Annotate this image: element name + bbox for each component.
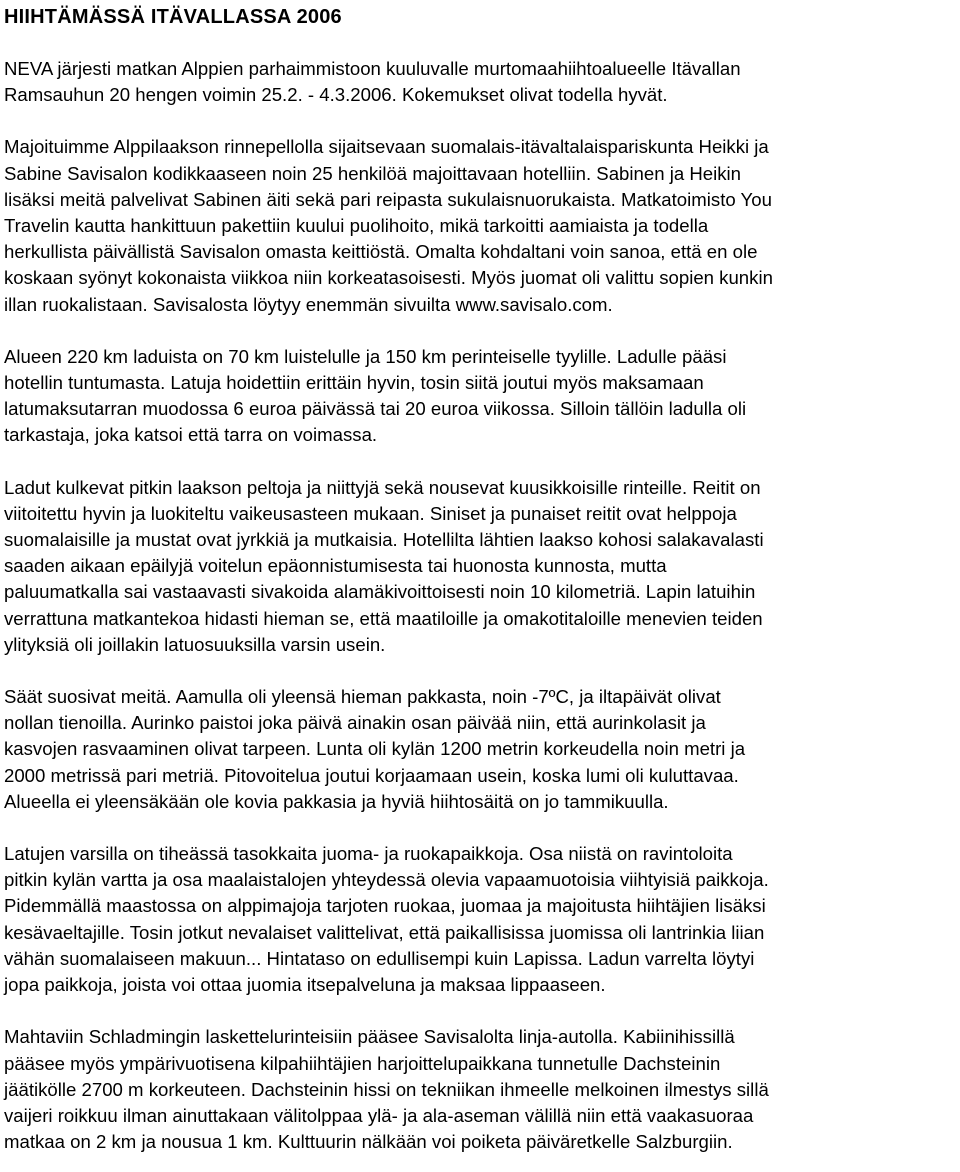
paragraph-excursions: Mahtaviin Schladmingin laskettelurinteisiin pääsee Savisalolta linja-autolla. Kabiinihissillä pääsee myös ympärivuotisena kilpahiihtäjien harjoittelupaikkana tunnetulle Dachsteinin jäätikölle 2700 m korkeuteen. Dachsteinin hissi on tekniikan ihmeelle melkoinen ilmestys sillä vaijeri roikkuu ilman ainuttakaan välitolppaa ylä- ja ala-aseman välillä niin että vaakasuoraa matkaa on 2 km ja nousua 1 km. Kulttuurin nälkään voi poiketa päiväretkelle Salzburgiin.: [4, 1026, 769, 1153]
document-title: HIIHTÄMÄSSÄ ITÄVALLASSA 2006: [4, 6, 342, 28]
document-page: [4, 0, 948, 1155]
paragraph-weather: Säät suosivat meitä. Aamulla oli yleensä hieman pakkasta, noin -7ºC, ja iltapäivät olivat nollan tienoilla. Aurinko paistoi joka päivä ainakin osan päivää niin, että aurinkolasit ja kasvojen rasvaaminen olivat tarpeen. Lunta oli kylän 1200 metrin korkeudella noin metri ja 2000 metrissä pari metriä. Pitovoitelua joutui korjaamaan usein, koska lumi oli kuluttavaa. Alueella ei yleensäkään ole kovia pakkasia ja hyviä hiihtosäitä on jo tammikuulla.: [4, 686, 746, 812]
paragraph-trails: Alueen 220 km laduista on 70 km luistelulle ja 150 km perinteiselle tyylille. Ladulle pääsi hotellin tuntumasta. Latuja hoidettiin erittäin hyvin, tosin siitä joutui myös maksamaan latumaksutarran muodossa 6 euroa päivässä tai 20 euroa viikossa. Silloin tällöin ladulla oli tarkastaja, joka katsoi että tarra on voimassa.: [4, 345, 747, 446]
paragraph-routes: Ladut kulkevat pitkin laakson peltoja ja niittyjä sekä nousevat kuusikkoisille rinteille. Reitit on viitoitettu hyvin ja luokiteltu vaikeusasteen mukaan. Siniset ja punaiset reitit ovat helppoja suomalaisille ja mustat ovat jyrkkiä ja mutkaisia. Hotellilta lähtien laakso kohosi salakavalasti saaden aikaan epäilyjä voitelun epäonnistumisesta tai huonosta kunnosta, mutta paluumatkalla sai vastaavasti sivakoida alamäkivoittoisesti noin 10 kilometriä. Lapin latuihin verrattuna matkantekoa hidasti hieman se, että maatiloille ja omakotitaloille menevien teiden ylityksiä oli joillakin latuosuuksilla varsin usein.: [4, 476, 764, 655]
paragraph-intro: NEVA järjesti matkan Alppien parhaimmistoon kuuluvalle murtomaahiihtoalueelle Itävallan Ramsauhun 20 hengen voimin 25.2. - 4.3.2006. Kokemukset olivat todella hyvät.: [4, 58, 741, 106]
paragraph-food: Latujen varsilla on tiheässä tasokkaita juoma- ja ruokapaikkoja. Osa niistä on ravintoloita pitkin kylän vartta ja osa maalaistalojen yhteydessä olevia vapaamuotoisia viihtyisiä paikkoja. Pidemmällä maastossa on alppimajoja tarjoten ruokaa, juomaa ja majoitusta hiihtäjien lisäksi kesävaeltajille. Tosin jotkut nevalaiset valittelivat, että paikallisissa juomissa oli lantrinkia liian vähän suomalaiseen makuun... Hintataso on edullisempi kuin Lapissa. Ladun varrelta löytyi jopa paikkoja, joista voi ottaa juomia itsepalveluna ja maksaa lippaaseen.: [4, 843, 769, 996]
paragraph-accommodation: Majoituimme Alppilaakson rinnepellolla sijaitsevaan suomalais-itävaltalaispariskunta Heikki ja Sabine Savisalon kodikkaaseen noin 25 henkilöä majoittavaan hotelliin. Sabinen ja Heikin lisäksi meitä palvelivat Sabinen äiti sekä pari reipasta sukulaisnuorukaista. Matkatoimisto You Travelin kautta hankittuun pakettiin kuului puolihoito, mikä tarkoitti aamiaista ja todella herkullista päivällistä Savisalon omasta keittiöstä. Omalta kohdaltani voin sanoa, että en ole koskaan syönyt kokonaista viikkoa niin korkeatasoisesti. Myös juomat oli valittu sopien kunkin illan ruokalistaan. Savisalosta löytyy enemmän sivuilta www.savisalo.com.: [4, 136, 773, 315]
